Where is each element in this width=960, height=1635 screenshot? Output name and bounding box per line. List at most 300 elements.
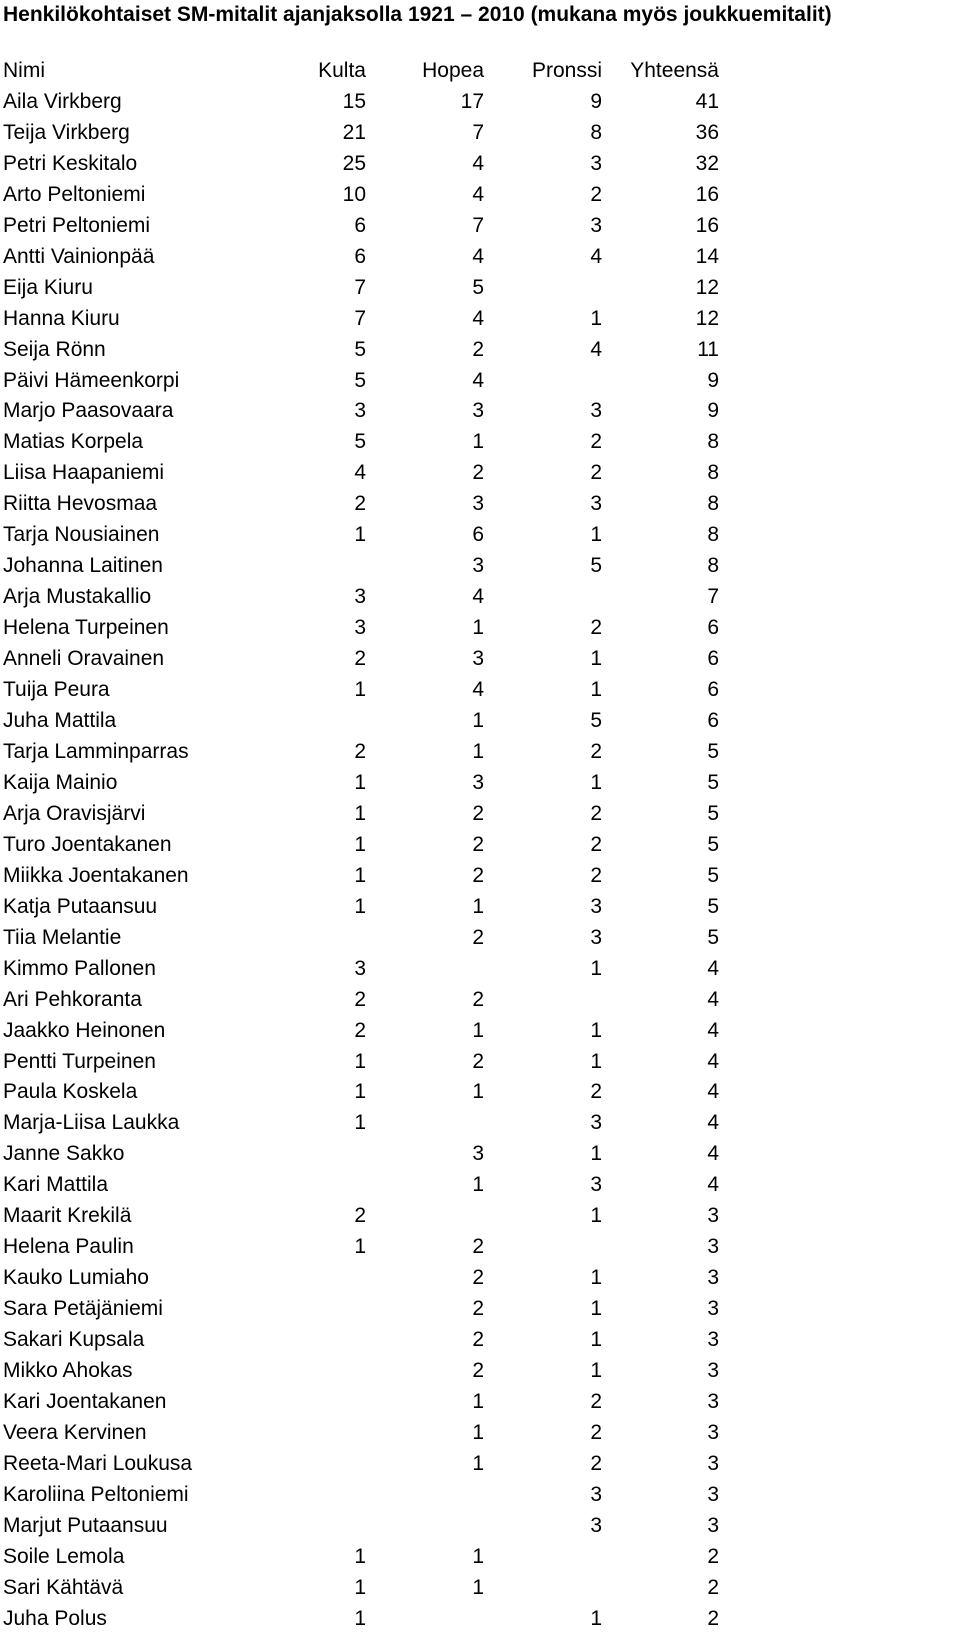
table-row [3, 861, 719, 892]
total-count-cell: 3 [707, 1235, 719, 1259]
bronze-count-cell: 1 [590, 647, 602, 671]
total-count-cell: 2 [707, 1575, 719, 1599]
athlete-name-cell: Veera Kervinen [3, 1420, 147, 1444]
silver-count-cell: 5 [472, 275, 484, 299]
silver-count-cell: 1 [472, 1018, 484, 1042]
table-row [3, 985, 719, 1016]
bronze-count-cell: 3 [590, 1173, 602, 1197]
total-count-cell: 3 [707, 1266, 719, 1290]
athlete-name-cell: Arto Peltoniemi [3, 182, 146, 206]
bronze-count-cell: 4 [590, 244, 602, 268]
silver-count-cell [366, 1511, 484, 1542]
total-count-cell: 8 [707, 554, 719, 578]
athlete-name-cell: Sari Kähtävä [3, 1575, 124, 1599]
total-count-cell: 41 [695, 89, 719, 113]
athlete-name-cell: Kauko Lumiaho [3, 1266, 149, 1290]
bronze-count-cell: 1 [590, 956, 602, 980]
table-row [3, 1201, 719, 1232]
bronze-count-cell [484, 985, 602, 1016]
silver-count-cell: 2 [472, 863, 484, 887]
table-row [3, 335, 719, 366]
bronze-count-cell: 3 [590, 1513, 602, 1537]
athlete-name-cell: Tarja Nousiainen [3, 523, 160, 547]
total-count-cell: 3 [707, 1328, 719, 1352]
table-row [3, 923, 719, 954]
total-count-cell: 5 [707, 739, 719, 763]
bronze-count-cell: 1 [590, 1359, 602, 1383]
total-count-cell: 3 [707, 1359, 719, 1383]
gold-count-cell: 1 [354, 523, 366, 547]
total-count-cell: 5 [707, 925, 719, 949]
athlete-name-cell: Helena Turpeinen [3, 616, 169, 640]
silver-count-cell: 2 [472, 801, 484, 825]
total-count-cell: 32 [695, 151, 719, 175]
table-row [3, 1232, 719, 1263]
silver-count-cell: 1 [472, 1173, 484, 1197]
table-row [3, 582, 719, 613]
bronze-count-cell [484, 366, 602, 397]
silver-count-cell: 17 [460, 89, 484, 113]
gold-count-cell: 2 [354, 647, 366, 671]
gold-count-cell: 1 [354, 894, 366, 918]
silver-count-cell: 1 [472, 1544, 484, 1568]
gold-count-cell: 1 [354, 832, 366, 856]
gold-count-cell [281, 1387, 366, 1418]
total-count-cell: 3 [707, 1297, 719, 1321]
athlete-name-cell: Turo Joentakanen [3, 832, 172, 856]
total-count-cell: 4 [707, 1080, 719, 1104]
athlete-name-cell: Anneli Oravainen [3, 647, 165, 671]
total-count-cell: 16 [695, 182, 719, 206]
bronze-count-cell [484, 1573, 602, 1604]
athlete-name-cell: Marjut Putaansuu [3, 1513, 168, 1537]
header-name: Nimi [3, 59, 45, 82]
silver-count-cell: 2 [472, 1266, 484, 1290]
bronze-count-cell: 1 [590, 1297, 602, 1321]
bronze-count-cell: 1 [590, 770, 602, 794]
total-count-cell: 4 [707, 1111, 719, 1135]
gold-count-cell [281, 1511, 366, 1542]
bronze-count-cell: 2 [590, 739, 602, 763]
athlete-name-cell: Mikko Ahokas [3, 1359, 133, 1383]
athlete-name-cell: Liisa Haapaniemi [3, 461, 165, 485]
gold-count-cell: 3 [354, 956, 366, 980]
gold-count-cell: 5 [354, 368, 366, 392]
gold-count-cell: 3 [354, 616, 366, 640]
total-count-cell: 2 [707, 1606, 719, 1630]
silver-count-cell: 2 [472, 1049, 484, 1073]
silver-count-cell: 2 [472, 461, 484, 485]
bronze-count-cell: 9 [590, 89, 602, 113]
gold-count-cell: 4 [354, 461, 366, 485]
gold-count-cell: 1 [354, 1111, 366, 1135]
bronze-count-cell: 2 [590, 1080, 602, 1104]
page-title: Henkilökohtaiset SM-mitalit ajanjaksolla 1921 – 2010 (mukana myös joukkuemitalit) [3, 3, 832, 26]
athlete-name-cell: Antti Vainionpää [3, 244, 155, 268]
table-row [3, 706, 719, 737]
athlete-name-cell: Seija Rönn [3, 337, 106, 361]
total-count-cell: 5 [707, 801, 719, 825]
athlete-name-cell: Marjo Paasovaara [3, 399, 174, 423]
table-row [3, 1573, 719, 1604]
table-row [3, 180, 719, 211]
athlete-name-cell: Kimmo Pallonen [3, 956, 156, 980]
table-row [3, 892, 719, 923]
athlete-name-cell: Tuija Peura [3, 678, 110, 702]
medal-table [3, 56, 719, 1635]
header-total: Yhteensä [630, 59, 719, 82]
total-count-cell: 6 [707, 647, 719, 671]
gold-count-cell [281, 1325, 366, 1356]
table-row [3, 458, 719, 489]
bronze-count-cell: 3 [590, 151, 602, 175]
silver-count-cell: 1 [472, 709, 484, 733]
bronze-count-cell: 4 [590, 337, 602, 361]
table-row [3, 1263, 719, 1294]
table-row [3, 1480, 719, 1511]
gold-count-cell: 2 [354, 739, 366, 763]
total-count-cell: 9 [707, 368, 719, 392]
silver-count-cell: 4 [472, 244, 484, 268]
silver-count-cell: 6 [472, 523, 484, 547]
table-row [3, 1325, 719, 1356]
table-row [3, 304, 719, 335]
silver-count-cell [366, 1604, 484, 1635]
table-row [3, 242, 719, 273]
gold-count-cell [281, 1480, 366, 1511]
table-row [3, 1047, 719, 1078]
total-count-cell: 5 [707, 832, 719, 856]
athlete-name-cell: Sakari Kupsala [3, 1328, 145, 1352]
gold-count-cell [281, 1139, 366, 1170]
total-count-cell: 14 [695, 244, 719, 268]
gold-count-cell [281, 706, 366, 737]
gold-count-cell: 2 [354, 492, 366, 516]
silver-count-cell: 3 [472, 770, 484, 794]
total-count-cell: 8 [707, 492, 719, 516]
gold-count-cell: 1 [354, 678, 366, 702]
gold-count-cell: 1 [354, 770, 366, 794]
bronze-count-cell: 3 [590, 1482, 602, 1506]
silver-count-cell: 2 [472, 1359, 484, 1383]
bronze-count-cell [484, 1542, 602, 1573]
athlete-name-cell: Kaija Mainio [3, 770, 118, 794]
athlete-name-cell: Reeta-Mari Loukusa [3, 1451, 193, 1475]
total-count-cell: 4 [707, 1049, 719, 1073]
silver-count-cell: 2 [472, 925, 484, 949]
silver-count-cell [366, 1201, 484, 1232]
bronze-count-cell: 3 [590, 925, 602, 949]
athlete-name-cell: Miikka Joentakanen [3, 863, 189, 887]
athlete-name-cell: Janne Sakko [3, 1142, 125, 1166]
table-row [3, 1542, 719, 1573]
silver-count-cell: 3 [472, 1142, 484, 1166]
total-count-cell: 3 [707, 1482, 719, 1506]
gold-count-cell: 2 [354, 1204, 366, 1228]
table-row [3, 366, 719, 397]
table-row [3, 1170, 719, 1201]
bronze-count-cell: 1 [590, 1204, 602, 1228]
bronze-count-cell [484, 1232, 602, 1263]
athlete-name-cell: Marja-Liisa Laukka [3, 1111, 180, 1135]
bronze-count-cell: 1 [590, 1018, 602, 1042]
silver-count-cell: 1 [472, 1080, 484, 1104]
silver-count-cell: 4 [472, 151, 484, 175]
total-count-cell: 3 [707, 1513, 719, 1537]
bronze-count-cell: 2 [590, 461, 602, 485]
total-count-cell: 3 [707, 1420, 719, 1444]
gold-count-cell: 15 [342, 89, 366, 113]
gold-count-cell: 6 [354, 213, 366, 237]
gold-count-cell: 3 [354, 399, 366, 423]
silver-count-cell: 2 [472, 1297, 484, 1321]
gold-count-cell [281, 1294, 366, 1325]
gold-count-cell: 1 [354, 1080, 366, 1104]
header-row [3, 56, 719, 87]
silver-count-cell: 4 [472, 306, 484, 330]
table-row [3, 644, 719, 675]
bronze-count-cell: 3 [590, 213, 602, 237]
gold-count-cell: 10 [342, 182, 366, 206]
gold-count-cell: 2 [354, 987, 366, 1011]
silver-count-cell: 1 [472, 739, 484, 763]
athlete-name-cell: Hanna Kiuru [3, 306, 120, 330]
total-count-cell: 6 [707, 616, 719, 640]
silver-count-cell: 2 [472, 987, 484, 1011]
gold-count-cell [281, 1418, 366, 1449]
bronze-count-cell: 8 [590, 120, 602, 144]
total-count-cell: 8 [707, 430, 719, 454]
total-count-cell: 8 [707, 461, 719, 485]
gold-count-cell [281, 1449, 366, 1480]
total-count-cell: 4 [707, 1142, 719, 1166]
total-count-cell: 3 [707, 1204, 719, 1228]
table-row [3, 211, 719, 242]
silver-count-cell: 1 [472, 1420, 484, 1444]
table-row [3, 1418, 719, 1449]
bronze-count-cell [484, 273, 602, 304]
athlete-name-cell: Johanna Laitinen [3, 554, 163, 578]
athlete-name-cell: Tiia Melantie [3, 925, 122, 949]
bronze-count-cell: 5 [590, 709, 602, 733]
bronze-count-cell: 2 [590, 430, 602, 454]
table-row [3, 489, 719, 520]
gold-count-cell: 2 [354, 1018, 366, 1042]
gold-count-cell: 6 [354, 244, 366, 268]
total-count-cell: 4 [707, 956, 719, 980]
gold-count-cell: 1 [354, 801, 366, 825]
silver-count-cell: 2 [472, 337, 484, 361]
silver-count-cell: 3 [472, 492, 484, 516]
athlete-name-cell: Soile Lemola [3, 1544, 125, 1568]
bronze-count-cell: 3 [590, 492, 602, 516]
total-count-cell: 4 [707, 1173, 719, 1197]
athlete-name-cell: Arja Mustakallio [3, 585, 152, 609]
athlete-name-cell: Matias Korpela [3, 430, 144, 454]
athlete-name-cell: Juha Polus [3, 1606, 107, 1630]
silver-count-cell [366, 954, 484, 985]
table-row [3, 87, 719, 118]
total-count-cell: 11 [697, 337, 719, 361]
bronze-count-cell: 5 [590, 554, 602, 578]
bronze-count-cell: 2 [590, 832, 602, 856]
total-count-cell: 36 [695, 120, 719, 144]
gold-count-cell: 25 [342, 151, 366, 175]
athlete-name-cell: Päivi Hämeenkorpi [3, 368, 180, 392]
gold-count-cell: 1 [354, 1235, 366, 1259]
table-row [3, 1511, 719, 1542]
table-row [3, 954, 719, 985]
total-count-cell: 4 [707, 1018, 719, 1042]
total-count-cell: 12 [695, 275, 719, 299]
total-count-cell: 2 [707, 1544, 719, 1568]
table-row [3, 799, 719, 830]
athlete-name-cell: Pentti Turpeinen [3, 1049, 156, 1073]
table-row [3, 1356, 719, 1387]
bronze-count-cell: 2 [590, 863, 602, 887]
table-row [3, 737, 719, 768]
athlete-name-cell: Juha Mattila [3, 709, 117, 733]
athlete-name-cell: Helena Paulin [3, 1235, 134, 1259]
table-row [3, 551, 719, 582]
silver-count-cell: 4 [472, 182, 484, 206]
athlete-name-cell: Teija Virkberg [3, 120, 130, 144]
bronze-count-cell: 1 [590, 1266, 602, 1290]
athlete-name-cell: Eija Kiuru [3, 275, 93, 299]
header-silver: Hopea [422, 59, 484, 82]
athlete-name-cell: Paula Koskela [3, 1080, 138, 1104]
bronze-count-cell: 2 [590, 1389, 602, 1413]
bronze-count-cell: 3 [590, 894, 602, 918]
table-body [3, 87, 719, 1635]
silver-count-cell: 2 [472, 1235, 484, 1259]
athlete-name-cell: Sara Petäjäniemi [3, 1297, 163, 1321]
total-count-cell: 12 [695, 306, 719, 330]
gold-count-cell: 1 [354, 863, 366, 887]
gold-count-cell: 7 [354, 306, 366, 330]
bronze-count-cell: 2 [590, 616, 602, 640]
athlete-name-cell: Kari Joentakanen [3, 1389, 167, 1413]
total-count-cell: 7 [707, 585, 719, 609]
athlete-name-cell: Tarja Lamminparras [3, 739, 189, 763]
gold-count-cell: 21 [342, 120, 366, 144]
bronze-count-cell: 2 [590, 1420, 602, 1444]
athlete-name-cell: Petri Keskitalo [3, 151, 138, 175]
bronze-count-cell: 1 [590, 306, 602, 330]
table-row [3, 830, 719, 861]
table-row [3, 613, 719, 644]
table-row [3, 1604, 719, 1635]
table-row [3, 768, 719, 799]
total-count-cell: 5 [707, 770, 719, 794]
silver-count-cell: 2 [472, 832, 484, 856]
silver-count-cell: 3 [472, 399, 484, 423]
gold-count-cell: 5 [354, 430, 366, 454]
bronze-count-cell: 1 [590, 1606, 602, 1630]
silver-count-cell: 4 [472, 368, 484, 392]
silver-count-cell: 1 [472, 1575, 484, 1599]
total-count-cell: 4 [707, 987, 719, 1011]
bronze-count-cell: 2 [590, 1451, 602, 1475]
gold-count-cell: 7 [354, 275, 366, 299]
gold-count-cell [281, 1356, 366, 1387]
silver-count-cell: 1 [472, 1389, 484, 1413]
gold-count-cell [281, 551, 366, 582]
table-row [3, 273, 719, 304]
gold-count-cell [281, 1170, 366, 1201]
table-row [3, 1016, 719, 1047]
header-gold: Kulta [318, 59, 366, 82]
gold-count-cell: 1 [354, 1575, 366, 1599]
silver-count-cell: 4 [472, 678, 484, 702]
gold-count-cell: 5 [354, 337, 366, 361]
gold-count-cell: 1 [354, 1606, 366, 1630]
silver-count-cell: 7 [472, 120, 484, 144]
table-row [3, 149, 719, 180]
athlete-name-cell: Riitta Hevosmaa [3, 492, 158, 516]
table-row [3, 1387, 719, 1418]
silver-count-cell: 1 [472, 616, 484, 640]
total-count-cell: 6 [707, 678, 719, 702]
bronze-count-cell: 1 [590, 523, 602, 547]
silver-count-cell [366, 1108, 484, 1139]
athlete-name-cell: Katja Putaansuu [3, 894, 158, 918]
athlete-name-cell: Jaakko Heinonen [3, 1018, 166, 1042]
athlete-name-cell: Kari Mattila [3, 1173, 109, 1197]
athlete-name-cell: Maarit Krekilä [3, 1204, 132, 1228]
athlete-name-cell: Aila Virkberg [3, 89, 122, 113]
total-count-cell: 5 [707, 863, 719, 887]
gold-count-cell: 1 [354, 1544, 366, 1568]
total-count-cell: 5 [707, 894, 719, 918]
bronze-count-cell: 1 [590, 678, 602, 702]
table-row [3, 520, 719, 551]
silver-count-cell: 1 [472, 430, 484, 454]
bronze-count-cell: 1 [590, 1142, 602, 1166]
gold-count-cell: 3 [354, 585, 366, 609]
bronze-count-cell: 3 [590, 1111, 602, 1135]
athlete-name-cell: Ari Pehkoranta [3, 987, 142, 1011]
bronze-count-cell: 1 [590, 1328, 602, 1352]
table-row [3, 1108, 719, 1139]
bronze-count-cell: 2 [590, 801, 602, 825]
gold-count-cell [281, 923, 366, 954]
header-bronze: Pronssi [531, 59, 602, 82]
total-count-cell: 8 [707, 523, 719, 547]
total-count-cell: 3 [707, 1389, 719, 1413]
bronze-count-cell: 2 [590, 182, 602, 206]
silver-count-cell: 3 [472, 647, 484, 671]
table-row [3, 1077, 719, 1108]
bronze-count-cell: 1 [590, 1049, 602, 1073]
silver-count-cell: 1 [472, 894, 484, 918]
total-count-cell: 16 [695, 213, 719, 237]
total-count-cell: 6 [707, 709, 719, 733]
table-row [3, 675, 719, 706]
table-row [3, 118, 719, 149]
silver-count-cell: 1 [472, 1451, 484, 1475]
silver-count-cell: 4 [472, 585, 484, 609]
table-row [3, 1449, 719, 1480]
table-row [3, 1294, 719, 1325]
gold-count-cell [281, 1263, 366, 1294]
total-count-cell: 9 [707, 399, 719, 423]
table-row [3, 427, 719, 458]
silver-count-cell: 7 [472, 213, 484, 237]
bronze-count-cell [484, 582, 602, 613]
table-row [3, 396, 719, 427]
athlete-name-cell: Karoliina Peltoniemi [3, 1482, 189, 1506]
